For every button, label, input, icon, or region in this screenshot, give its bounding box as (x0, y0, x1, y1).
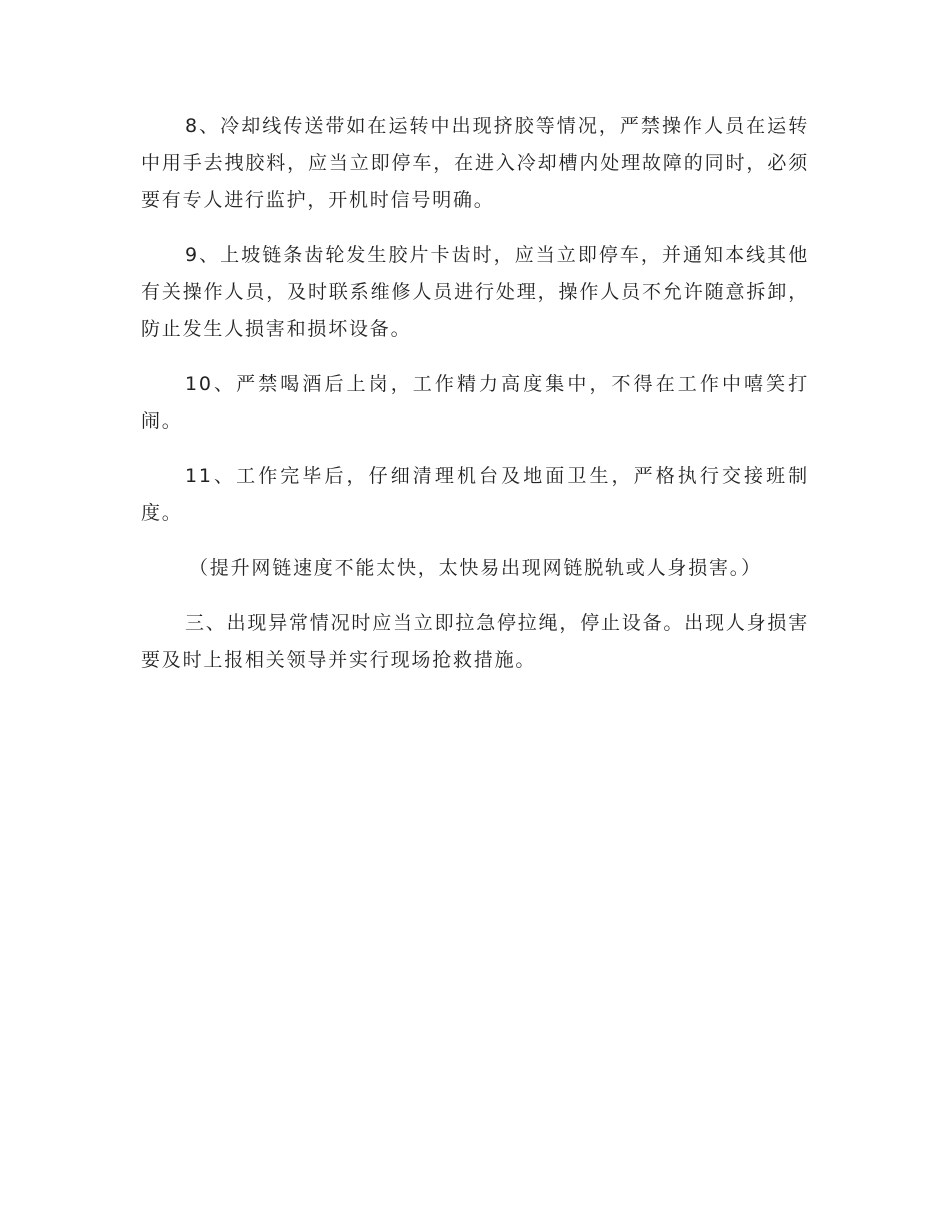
paragraph-section-3: 三、出现异常情况时应当立即拉急停拉绳，停止设备。出现人身损害要及时上报相关领导并实行现场抢救措施。 (141, 612, 810, 671)
paragraph-item-11: 11、工作完毕后，仔细清理机台及地面卫生，严格执行交接班制度。 (141, 465, 809, 524)
document-body (141, 108, 809, 697)
paragraph-item-9: 9、上坡链条齿轮发生胶片卡齿时，应当立即停车，并通知本线其他有关操作人员，及时联系维修人员进行处理，操作人员不允许随意拆卸，防止发生人损害和损坏设备。 (141, 244, 809, 340)
paragraph-item-8: 8、冷却线传送带如在运转中出现挤胶等情况，严禁操作人员在运转中用手去拽胶料，应当立即停车，在进入冷却槽内处理故障的同时，必须要有专人进行监护，开机时信号明确。 (141, 115, 809, 211)
paragraph-note: （提升网链速度不能太快，太快易出现网链脱轨或人身损害。） (189, 557, 762, 579)
paragraph-item-10: 10、严禁喝酒后上岗，工作精力高度集中，不得在工作中嘻笑打闹。 (141, 373, 809, 432)
